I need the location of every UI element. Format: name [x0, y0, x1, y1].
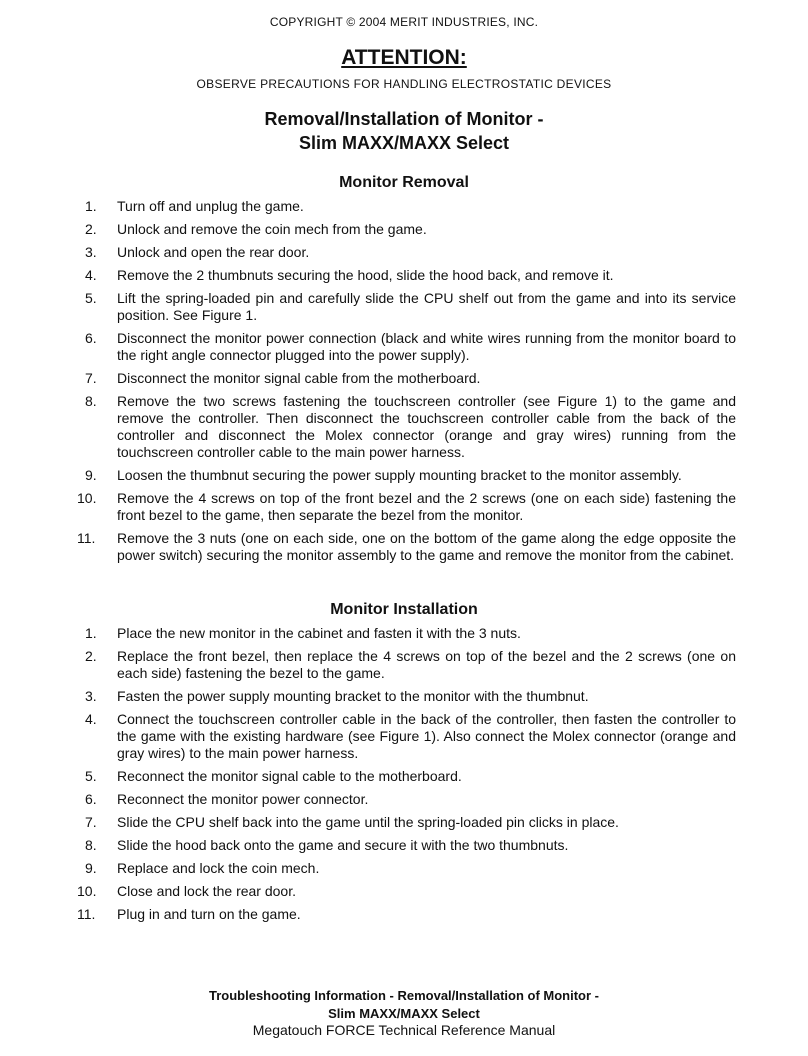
esd-precaution-notice: OBSERVE PRECAUTIONS FOR HANDLING ELECTROSTATIC DEVICES: [196, 77, 612, 91]
list-item: [77, 530, 736, 564]
attention-heading: ATTENTION:: [341, 46, 467, 69]
list-item: [81, 814, 736, 831]
step-text: Reconnect the monitor power connector.: [117, 791, 369, 807]
step-number: 10.: [77, 883, 97, 899]
step-text: Remove the 2 thumbnuts securing the hood, slide the hood back, and remove it.: [117, 267, 614, 283]
step-number: 11.: [77, 906, 96, 922]
step-text: Connect the touchscreen controller cable in the back of the controller, then fasten the controller to the game with the existing hardware (see Figure 1). Also connect the Molex connector (orange and gray wires) to the main power harness.: [117, 711, 736, 761]
list-item: [81, 860, 736, 877]
list-item: [81, 837, 736, 854]
footer-manual-name: Megatouch FORCE Technical Reference Manual: [252, 1022, 556, 1038]
step-number: 3.: [85, 688, 97, 704]
step-number: 5.: [85, 768, 97, 784]
page-title-line-1: Removal/Installation of Monitor -: [264, 109, 544, 129]
footer-title-line-2: Slim MAXX/MAXX Select: [328, 1006, 480, 1021]
step-number: 1.: [85, 625, 97, 641]
list-item: [81, 625, 736, 642]
step-text: Place the new monitor in the cabinet and fasten it with the 3 nuts.: [117, 625, 521, 641]
step-text: Replace the front bezel, then replace the 4 screws on top of the bezel and the 2 screws (one on each side) fastening the bezel to the game.: [117, 648, 736, 681]
step-number: 10.: [77, 490, 97, 506]
list-item: [81, 290, 736, 324]
step-text: Slide the hood back onto the game and secure it with the two thumbnuts.: [117, 837, 569, 853]
step-text: Remove the 4 screws on top of the front bezel and the 2 screws (one on each side) fastening the front bezel to the game, then separate the bezel from the monitor.: [117, 490, 736, 523]
step-text: Unlock and open the rear door.: [117, 244, 310, 260]
list-item: [81, 330, 736, 364]
monitor-installation-heading: Monitor Installation: [330, 601, 478, 618]
step-text: Loosen the thumbnut securing the power supply mounting bracket to the monitor assembly.: [117, 467, 682, 483]
list-item: [77, 906, 736, 923]
step-number: 4.: [85, 267, 97, 283]
page-title-line-2: Slim MAXX/MAXX Select: [298, 133, 510, 153]
step-text: Close and lock the rear door.: [117, 883, 296, 899]
list-item: [77, 490, 736, 524]
step-number: 8.: [85, 393, 97, 409]
footer-section-title: [0, 987, 808, 1023]
step-text: Remove the 3 nuts (one on each side, one on the bottom of the game along the edge opposite the power switch) securing the monitor assembly to the game and remove the monitor from the cabinet.: [117, 530, 736, 563]
step-number: 3.: [85, 244, 97, 260]
step-text: Unlock and remove the coin mech from the game.: [117, 221, 427, 237]
step-number: 7.: [85, 370, 97, 386]
monitor-removal-heading: Monitor Removal: [339, 174, 469, 191]
list-item: [81, 688, 736, 705]
step-number: 8.: [85, 837, 97, 853]
step-text: Turn off and unplug the game.: [117, 198, 304, 214]
list-item: [77, 883, 736, 900]
step-number: 9.: [85, 860, 97, 876]
step-number: 5.: [85, 290, 97, 306]
list-item: [81, 791, 736, 808]
list-item: [81, 648, 736, 682]
list-item: [81, 768, 736, 785]
step-text: Replace and lock the coin mech.: [117, 860, 320, 876]
step-text: Reconnect the monitor signal cable to the motherboard.: [117, 768, 462, 784]
list-item: [81, 221, 736, 238]
list-item: [81, 711, 736, 762]
step-text: Remove the two screws fastening the touchscreen controller (see Figure 1) to the game and remove the controller. Then disconnect the touchscreen controller cable from the back of the controller and disconnect the Molex connector (orange and gray wires) running from the touchscreen controller cable to the main power harness.: [117, 393, 736, 460]
list-item: [81, 467, 736, 484]
copyright-notice: COPYRIGHT © 2004 MERIT INDUSTRIES, INC.: [269, 15, 539, 29]
footer-title-line-1: Troubleshooting Information - Removal/Installation of Monitor -: [209, 988, 599, 1003]
monitor-removal-steps: [77, 198, 736, 570]
step-text: Disconnect the monitor signal cable from the motherboard.: [117, 370, 481, 386]
step-number: 1.: [85, 198, 97, 214]
step-text: Lift the spring-loaded pin and carefully slide the CPU shelf out from the game and into its service position. See Figure 1.: [117, 290, 736, 323]
step-number: 2.: [85, 221, 97, 237]
step-number: 4.: [85, 711, 97, 727]
step-number: 11.: [77, 530, 96, 546]
step-number: 6.: [85, 791, 97, 807]
monitor-installation-steps: [77, 625, 736, 929]
step-number: 6.: [85, 330, 97, 346]
list-item: [81, 267, 736, 284]
step-number: 7.: [85, 814, 97, 830]
step-text: Slide the CPU shelf back into the game until the spring-loaded pin clicks in place.: [117, 814, 619, 830]
list-item: [81, 370, 736, 387]
step-number: 9.: [85, 467, 97, 483]
step-text: Disconnect the monitor power connection (black and white wires running from the monitor board to the right angle connector plugged into the power supply).: [117, 330, 736, 363]
list-item: [81, 244, 736, 261]
step-text: Fasten the power supply mounting bracket to the monitor with the thumbnut.: [117, 688, 589, 704]
list-item: [81, 393, 736, 461]
step-text: Plug in and turn on the game.: [117, 906, 301, 922]
step-number: 2.: [85, 648, 97, 664]
page-title: [0, 107, 808, 155]
list-item: [81, 198, 736, 215]
